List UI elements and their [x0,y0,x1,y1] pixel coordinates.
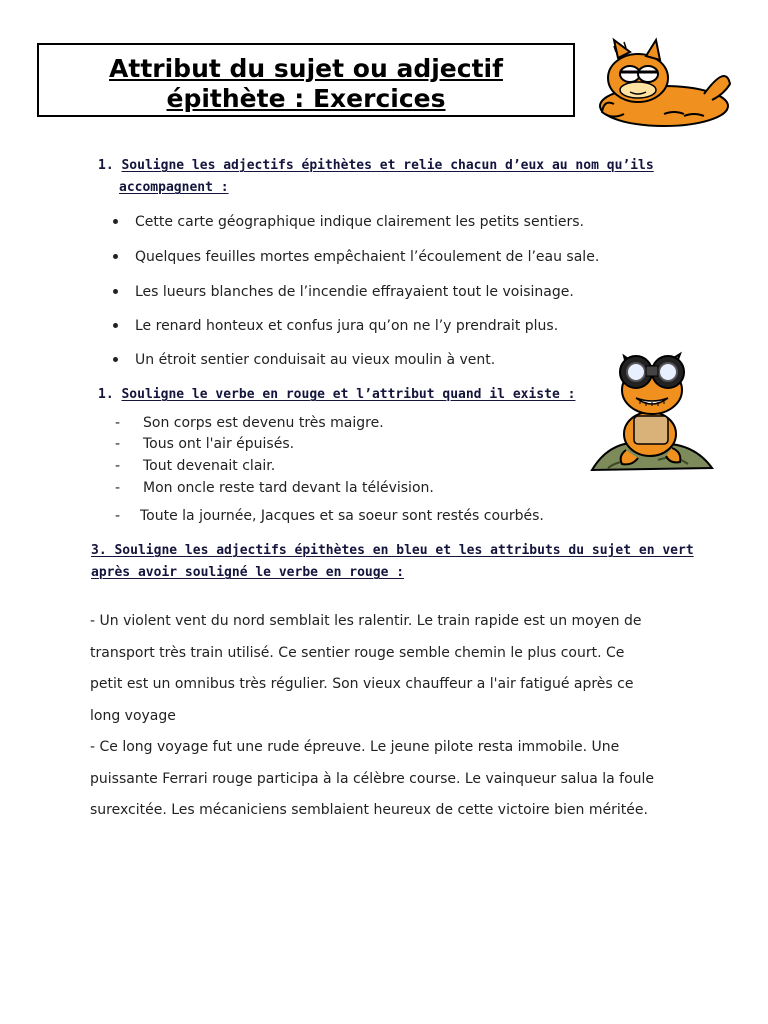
paragraph-line: - Un violent vent du nord semblait les ralentir. Le train rapide est un moyen de [90,613,642,629]
section1-heading-line2: accompagnent : [119,180,229,195]
section1-number: 1. [98,158,114,173]
list-item: Le renard honteux et confus jura qu’on ne l’y prendrait plus. [113,317,558,335]
list-item: Les lueurs blanches de l’incendie effrayaient tout le voisinage. [113,283,574,301]
list-item: - Tout devenait clair. [115,458,276,474]
section1-heading-cont [119,177,229,199]
section2-heading [98,384,575,406]
exercise-paragraph [90,606,690,827]
list-item: Un étroit sentier conduisait au vieux moulin à vent. [113,351,495,369]
section2-number: 1. [98,387,114,402]
bullet-icon [113,219,118,224]
title-box [37,43,575,117]
list-item: - Son corps est devenu très maigre. [115,415,384,431]
list-item: Cette carte géographique indique clairement les petits sentiers. [113,213,584,231]
paragraph-line: long voyage [90,707,176,724]
section1-heading [98,155,654,177]
bullet-icon [113,323,118,328]
paragraph-line: - Ce long voyage fut une rude épreuve. Le jeune pilote resta immobile. Une [90,739,620,755]
bullet-icon [113,254,118,259]
paragraph-line: puissante Ferrari rouge participa à la célèbre course. Le vainqueur salua la foule [90,770,655,787]
garfield-binoculars-illustration [588,342,718,480]
bullet-icon [113,357,118,362]
title-line-2-text: épithète : Exercices [166,84,446,113]
list-item: - Toute la journée, Jacques et sa soeur sont restés courbés. [115,508,544,524]
section3-heading-line2: après avoir souligné le verbe en rouge : [91,565,405,580]
section3-heading-cont [91,562,404,584]
list-item: - Tous ont l'air épuisés. [115,436,295,452]
section3-heading [91,540,694,562]
section3-heading-line1: 3. Souligne les adjectifs épithètes en bleu et les attributs du sujet en vert [91,543,694,558]
list-item: - Mon oncle reste tard devant la télévision. [115,480,434,496]
title-line-2 [39,84,573,114]
section2-heading-text: Souligne le verbe en rouge et l’attribut quand il existe : [121,387,576,402]
paragraph-line: petit est un omnibus très régulier. Son vieux chauffeur a l'air fatigué après ce [90,676,634,692]
bullet-icon [113,289,118,294]
paragraph-line: transport très train utilisé. Ce sentier rouge semble chemin le plus court. Ce [90,644,625,661]
title-line-1: Attribut du sujet ou adjectif [109,54,503,83]
list-item: Quelques feuilles mortes empêchaient l’écoulement de l’eau sale. [113,248,599,266]
section1-heading-line1: Souligne les adjectifs épithètes et relie chacun d’eux au nom qu’ils [121,158,654,173]
paragraph-line: surexcitée. Les mécaniciens semblaient heureux de cette victoire bien méritée. [90,802,648,818]
garfield-lying-illustration [594,34,736,130]
